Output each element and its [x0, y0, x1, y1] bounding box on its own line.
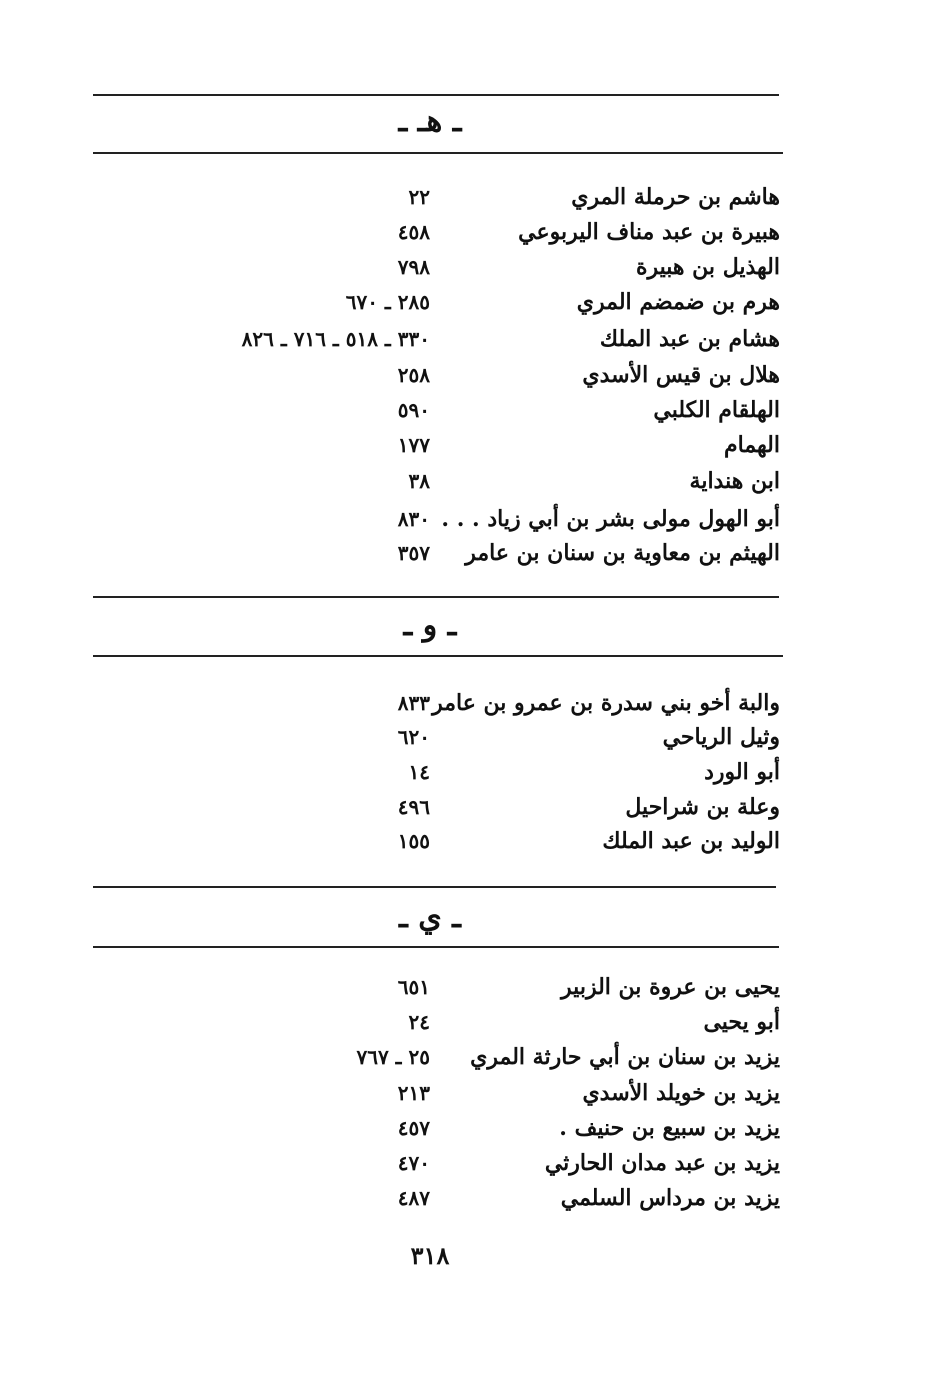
entry-name: هرم بن ضمضم المري: [576, 289, 780, 315]
entry-pages: ٣٥٧: [397, 541, 430, 565]
entry-pages: ٨٣٣: [397, 691, 430, 715]
entry-name: أبو الورد: [704, 759, 780, 785]
index-entry: [90, 1076, 780, 1110]
section-heading-ya: ـ ي ـ: [399, 900, 461, 935]
index-entry: [90, 428, 780, 462]
entry-pages: ١٤: [408, 760, 430, 784]
index-entry: [90, 358, 780, 392]
entry-pages: ٣٣٠ ـ ٥١٨ ـ ٧١٦ ـ ٨٢٦: [241, 327, 430, 351]
index-entry: [90, 536, 780, 570]
index-entry: [90, 464, 780, 498]
section-heading-ha: ـ هـ ـ: [398, 104, 462, 139]
index-entry: [90, 1005, 780, 1039]
index-entry: [90, 755, 780, 789]
entry-name: الوليد بن عبد الملك: [602, 828, 780, 854]
entry-pages: ١٥٥: [397, 829, 430, 853]
index-entry: [90, 1146, 780, 1180]
entry-name: يزيد بن سنان بن أبي حارثة المري: [470, 1044, 780, 1070]
index-entry: [90, 824, 780, 858]
entry-name: يزيد بن عبد مدان الحارثي: [544, 1150, 780, 1176]
section-heading-waw: ـ و ـ: [403, 608, 457, 643]
entry-pages: ٦٢٠: [397, 725, 430, 749]
entry-pages: ٤٥٨: [397, 220, 430, 244]
index-entry: [90, 686, 780, 720]
entry-name: وثيل الرياحي: [662, 724, 780, 750]
entry-pages: ٨٣٠: [397, 507, 430, 531]
entry-name: يزيد بن سبيع بن حنيف .: [559, 1115, 780, 1141]
entry-name: أبو يحيى: [703, 1009, 780, 1035]
page-number: ٣١٨: [410, 1241, 450, 1270]
index-entry: [90, 322, 780, 356]
section-top-rule: [93, 886, 776, 888]
entry-pages: ٣٨: [408, 469, 430, 493]
section-bottom-rule: [93, 655, 783, 657]
entry-name: هشام بن عبد الملك: [599, 326, 780, 352]
index-entry: [90, 215, 780, 249]
index-entry: [90, 970, 780, 1004]
entry-name: أبو الهول مولى بشر بن أبي زياد . . .: [441, 506, 780, 532]
entry-name: الهلقام الكلبي: [653, 397, 780, 423]
entry-pages: ٢٥٨: [397, 363, 430, 387]
index-entry: [90, 1040, 780, 1074]
entry-pages: ٦٥١: [397, 975, 430, 999]
entry-pages: ٢٥ ـ ٧٦٧: [356, 1045, 430, 1069]
index-entry: [90, 180, 780, 214]
index-entry: [90, 790, 780, 824]
entry-name: هلال بن قيس الأسدي: [582, 362, 780, 388]
index-entry: [90, 502, 780, 536]
entry-name: يحيى بن عروة بن الزبير: [561, 974, 780, 1000]
entry-pages: ١٧٧: [397, 433, 430, 457]
entry-pages: ٢٨٥ ـ ٦٧٠: [345, 290, 430, 314]
section-bottom-rule: [93, 152, 783, 154]
index-entry: [90, 285, 780, 319]
entry-pages: ٢٢: [408, 185, 430, 209]
entry-pages: ٤٩٦: [397, 795, 430, 819]
entry-name: هبيرة بن عبد مناف اليربوعي: [518, 219, 780, 245]
entry-pages: ٢٤: [408, 1010, 430, 1034]
section-top-rule: [93, 94, 779, 96]
index-entry: [90, 1111, 780, 1145]
index-entry: [90, 393, 780, 427]
index-entry: [90, 250, 780, 284]
entry-name: يزيد بن مرداس السلمي: [560, 1185, 780, 1211]
entry-pages: ٤٨٧: [397, 1186, 430, 1210]
entry-pages: ٤٧٠: [397, 1151, 430, 1175]
entry-name: هاشم بن حرملة المري: [571, 184, 780, 210]
index-entry: [90, 1181, 780, 1215]
entry-pages: ٥٩٠: [397, 398, 430, 422]
entry-name: والبة أخو بني سدرة بن عمرو بن عامر: [432, 690, 780, 716]
entry-name: ابن هنداية: [689, 468, 780, 494]
entry-pages: ٤٥٧: [397, 1116, 430, 1140]
section-bottom-rule: [93, 946, 779, 948]
entry-name: الهمام: [724, 432, 780, 458]
entry-name: الهذيل بن هبيرة: [635, 254, 780, 280]
section-top-rule: [93, 596, 779, 598]
entry-name: يزيد بن خويلد الأسدي: [582, 1080, 780, 1106]
index-entry: [90, 720, 780, 754]
entry-name: الهيثم بن معاوية بن سنان بن عامر: [465, 540, 780, 566]
entry-pages: ٧٩٨: [397, 255, 430, 279]
entry-name: وعلة بن شراحيل: [625, 794, 780, 820]
entry-pages: ٢١٣: [397, 1081, 430, 1105]
